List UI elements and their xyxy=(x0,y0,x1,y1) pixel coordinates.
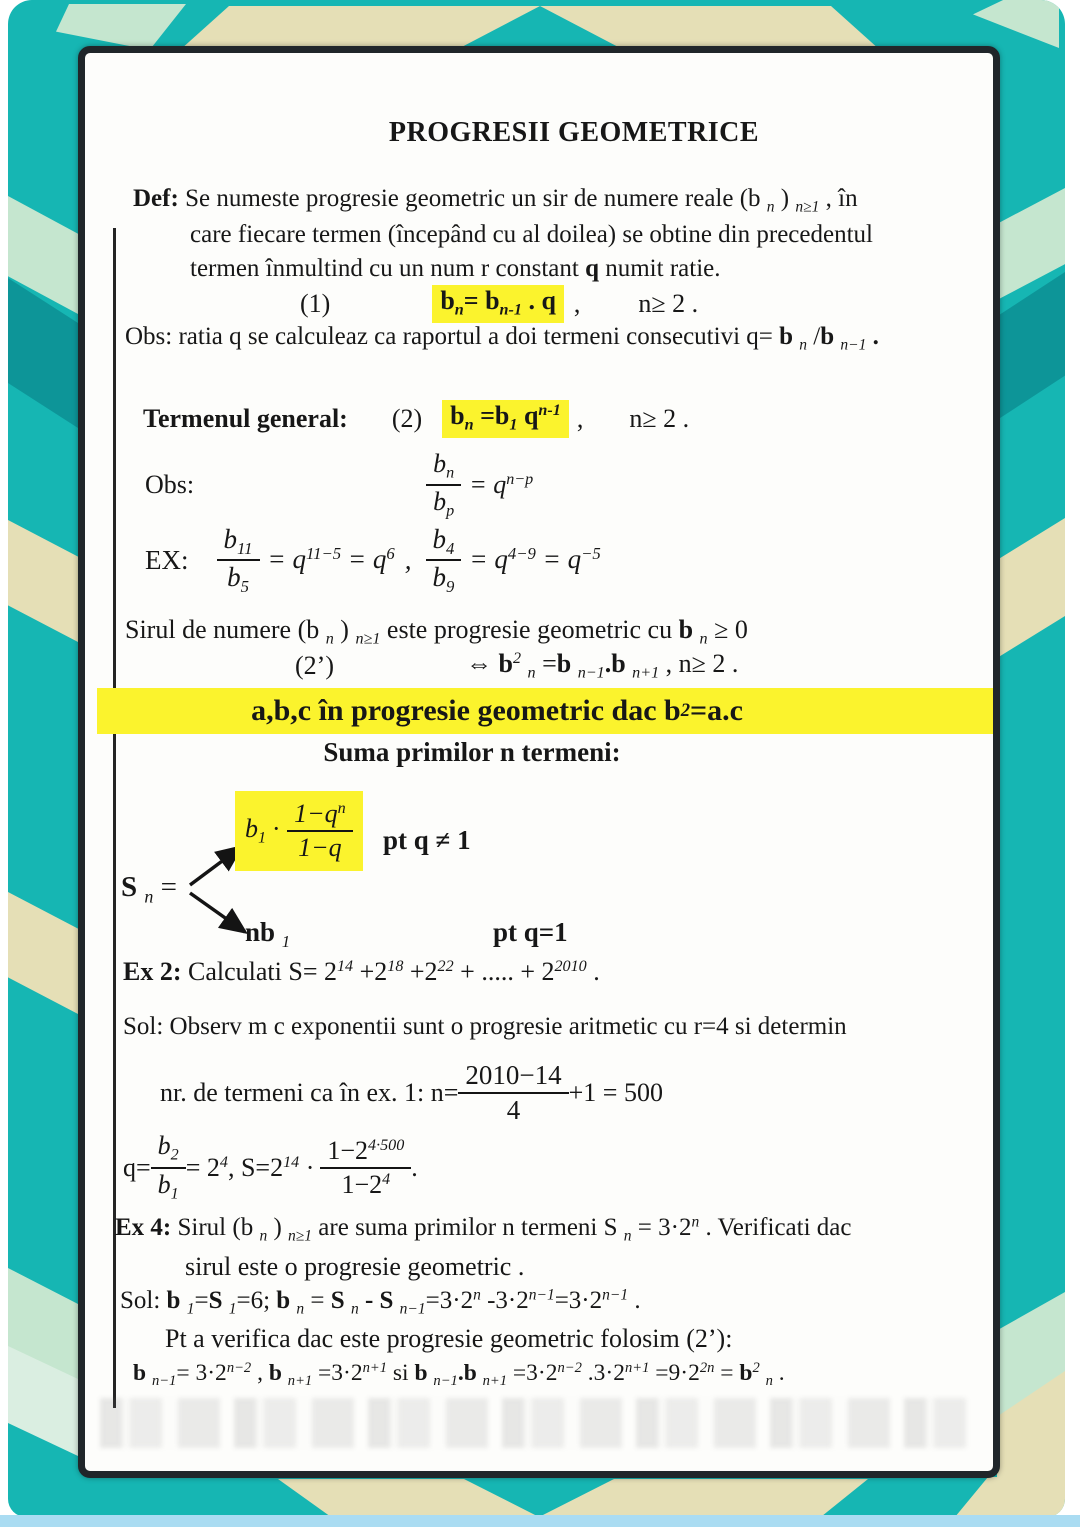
frame-stripe xyxy=(8,520,78,642)
fraction-denominator: 4 xyxy=(506,1095,521,1125)
example-row xyxy=(145,515,601,605)
general-term-condition: n≥ 2 . xyxy=(629,403,690,433)
fraction-numerator: $1-q^n$ xyxy=(287,799,353,832)
frame-stripe xyxy=(973,0,1059,48)
fraction-2010-14-over-4 xyxy=(458,1060,568,1126)
obs2-label: Obs: xyxy=(145,470,195,499)
fraction-denominator: $b_p$ xyxy=(433,487,455,520)
eq2prime-label: (2’) xyxy=(295,650,334,680)
nr-pre: nr. de termeni ca în ex. 1: n= xyxy=(160,1078,459,1107)
sum-case2: nb $_1$ xyxy=(245,917,291,951)
definition-line-2: care fiecare termen (începând cu al doilea) se obtine din precedentul xyxy=(190,221,873,248)
fraction-numerator: 2010−14 xyxy=(458,1060,568,1094)
general-term-number: (2) xyxy=(391,403,423,433)
fraction-denominator: $b_1$ xyxy=(157,1169,179,1203)
faded-text-band xyxy=(100,1398,968,1448)
ex4-sol-line: Sol: b $_1$=S $_1$=6; b $_n$ = S $_n$ - S $_{n-1}=3\cdot 2^n$ $-3\cdot 2^{n-1}=3\cdot 2^{n-1}$ . xyxy=(120,1286,641,1318)
fraction-b11-b5 xyxy=(217,524,260,596)
frame-stripe xyxy=(56,4,186,50)
fraction-bn-bp xyxy=(426,449,461,521)
sirul-line: Sirul de numere (b $_n$ ) $_{n\ge 1}$ este progresie geometric cu b $_n$ ≥ 0 xyxy=(125,615,748,648)
fraction-b4-b9 xyxy=(426,524,462,596)
formula-1-condition: n≥ 2 . xyxy=(638,288,699,318)
sum-lhs: S $_n$ = xyxy=(121,871,177,907)
q-mid: = $2^4$, $S=2^{14}$ · xyxy=(185,1152,315,1182)
fraction-sum-value xyxy=(320,1136,411,1200)
eq2prime-formula: ⇔ $b^2$ $_n$ =b $_{n-1}$.b $_{n+1}$ , n≥ 2 . xyxy=(465,649,739,682)
general-term-highlight: $b_n =b_1$ $q^{n-1}$ xyxy=(442,400,569,438)
general-term-row xyxy=(143,400,689,438)
q-pre: q= xyxy=(123,1152,151,1182)
example-label: EX: xyxy=(145,544,189,575)
fraction-denominator: $b_9$ xyxy=(432,562,455,596)
definition-line-1: Def: Se numeste progresie geometric un sir de numere reale (b $_n$ ) $_{n\ge 1}$ , în xyxy=(133,185,858,216)
example-mid-2: = $q^{4-9} = q^{-5}$ xyxy=(469,544,601,575)
fraction-b2-b1 xyxy=(151,1131,186,1203)
sum-case1-condition: pt q ≠ 1 xyxy=(383,825,471,855)
fraction-numerator: $b_n$ xyxy=(426,449,461,486)
frame-stripe xyxy=(955,1477,1065,1517)
general-term-label: Termenul general: xyxy=(143,403,348,433)
sum-heading: Suma primilor n termeni: xyxy=(323,737,621,767)
ex4-line-4: Pt a verifica dac este progresie geometric folosim (2’): xyxy=(165,1324,733,1353)
page-title: PROGRESII GEOMETRICE xyxy=(388,117,760,148)
nr-post: +1 = 500 xyxy=(568,1078,663,1107)
obs2-rhs: = $q^{n-p}$ xyxy=(469,470,534,499)
fraction-numerator: $b_2$ xyxy=(151,1131,186,1168)
ex4-line-5: b $_{n-1}= 3\cdot 2^{n-2}$ , b $_{n+1} =3\cdot 2^{n+1}$ si b $_{n-1}$.b $_{n+1} =3\cdot 2^{n-2}$ $.3\cdot 2^{n+1} =9\cdot 2^{2n} = b^2$ $_n$ . xyxy=(133,1360,785,1390)
highlight-band: a,b,c în progresie geometric dac b 2 =a.c xyxy=(97,688,993,734)
formula-1-comma: , xyxy=(573,288,581,318)
sum-case2-condition: pt q=1 xyxy=(493,917,568,947)
ex4-line-1: Ex 4: Sirul (b $_n$ ) $_{n\ge 1}$ are suma primilor n termeni S $_n = 3\cdot 2^n$ . Verificati dac xyxy=(115,1213,852,1245)
fraction-geometric-sum xyxy=(287,799,353,863)
ex4-line-2: sirul este o progresie geometric . xyxy=(185,1252,525,1281)
formula-1-row xyxy=(300,285,698,323)
definition-line-3: termen înmultind cu un num r constant q numit ratie. xyxy=(190,255,721,282)
sol2-line: Sol: Observ m c exponentii sunt o progresie aritmetic cu r=4 si determin xyxy=(123,1013,847,1040)
frame-stripe xyxy=(8,892,78,1014)
q-post: . xyxy=(411,1152,418,1182)
eq2prime-row xyxy=(295,649,738,683)
fraction-numerator: $b_{11}$ xyxy=(217,524,260,561)
document-page xyxy=(78,46,1000,1478)
example-comma: , xyxy=(404,544,412,575)
fraction-denominator: $1-2^4$ xyxy=(341,1169,391,1199)
q-and-s-row xyxy=(123,1125,418,1210)
fraction-numerator: $1-2^{4\cdot 500}$ xyxy=(320,1136,411,1169)
general-term-comma: , xyxy=(576,403,584,433)
fraction-numerator: $b_4$ xyxy=(426,524,462,561)
ex2-line: Ex 2: Calculati $S= 2^{14} +2^{18} +2^{22}$ + ..... + $2^{2010}$ . xyxy=(123,957,600,986)
formula-1-number: (1) xyxy=(300,288,331,318)
bottom-blue-strip xyxy=(0,1515,1080,1527)
frame-stripe xyxy=(997,518,1065,658)
example-mid-1: = $q^{11-5} = q^6$ xyxy=(267,544,395,575)
fraction-denominator: 1−q xyxy=(298,832,342,862)
sum-case1-box xyxy=(235,791,363,871)
formula-1-highlight: $b_n= b_{n-1}$ . q xyxy=(432,285,564,323)
fraction-denominator: $b_5$ xyxy=(227,562,249,596)
sum-case1-pre: $b_1$ · xyxy=(245,814,280,847)
obs-ratio-line: Obs: ratia q se calculeaz ca raportul a doi termeni consecutivi q= b $_n$ /b $_{n-1}$ . xyxy=(125,323,879,354)
